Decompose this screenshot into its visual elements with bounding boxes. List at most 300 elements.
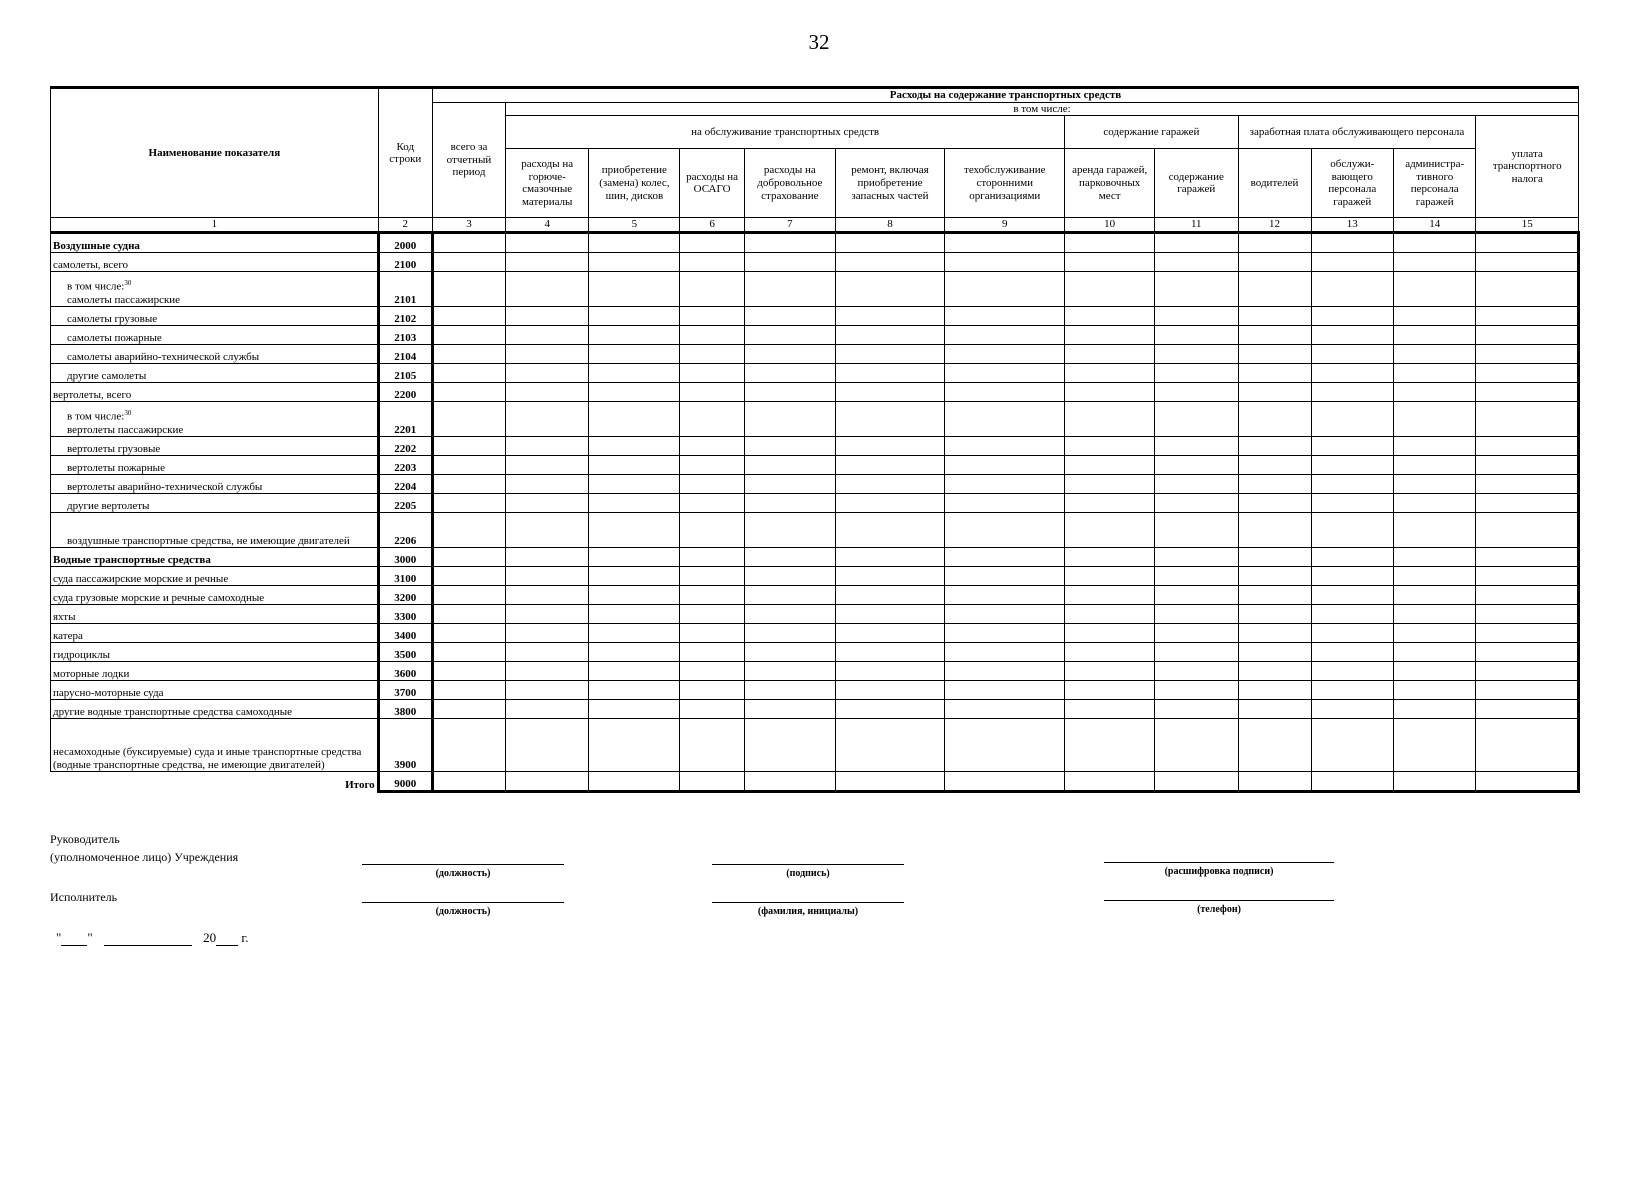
data-cell[interactable] [432,605,505,624]
data-cell[interactable] [1393,383,1475,402]
data-cell[interactable] [835,567,945,586]
data-cell[interactable] [1238,437,1311,456]
data-cell[interactable] [835,586,945,605]
data-cell[interactable] [744,364,835,383]
data-cell[interactable] [1155,402,1238,437]
data-cell[interactable] [1311,772,1393,792]
data-cell[interactable] [1065,272,1155,307]
data-cell[interactable] [1155,272,1238,307]
data-cell[interactable] [945,719,1065,772]
data-cell[interactable] [505,513,588,548]
data-cell[interactable] [1238,494,1311,513]
data-cell[interactable] [432,233,505,253]
data-cell[interactable] [1393,326,1475,345]
data-cell[interactable] [1311,643,1393,662]
data-cell[interactable] [505,326,588,345]
data-cell[interactable] [1311,548,1393,567]
data-cell[interactable] [945,326,1065,345]
data-cell[interactable] [589,719,680,772]
data-cell[interactable] [1311,345,1393,364]
data-cell[interactable] [835,383,945,402]
data-cell[interactable] [1311,605,1393,624]
data-cell[interactable] [1155,772,1238,792]
data-cell[interactable] [680,567,745,586]
data-cell[interactable] [744,567,835,586]
data-cell[interactable] [1065,513,1155,548]
data-cell[interactable] [1311,700,1393,719]
data-cell[interactable] [1238,402,1311,437]
data-cell[interactable] [1155,364,1238,383]
data-cell[interactable] [505,383,588,402]
data-cell[interactable] [1476,700,1579,719]
data-cell[interactable] [680,402,745,437]
data-cell[interactable] [744,624,835,643]
data-cell[interactable] [1065,307,1155,326]
data-cell[interactable] [1476,494,1579,513]
data-cell[interactable] [945,253,1065,272]
data-cell[interactable] [1476,772,1579,792]
data-cell[interactable] [680,548,745,567]
data-cell[interactable] [1065,494,1155,513]
data-cell[interactable] [1065,345,1155,364]
data-cell[interactable] [1311,567,1393,586]
data-cell[interactable] [432,586,505,605]
data-cell[interactable] [1476,402,1579,437]
data-cell[interactable] [1311,475,1393,494]
data-cell[interactable] [1311,719,1393,772]
data-cell[interactable] [945,643,1065,662]
data-cell[interactable] [945,548,1065,567]
data-cell[interactable] [589,494,680,513]
data-cell[interactable] [1476,345,1579,364]
data-cell[interactable] [505,233,588,253]
data-cell[interactable] [505,605,588,624]
data-cell[interactable] [744,772,835,792]
data-cell[interactable] [1393,681,1475,700]
data-cell[interactable] [1065,326,1155,345]
data-cell[interactable] [432,567,505,586]
data-cell[interactable] [589,402,680,437]
data-cell[interactable] [432,402,505,437]
data-cell[interactable] [1311,307,1393,326]
data-cell[interactable] [835,253,945,272]
data-cell[interactable] [505,681,588,700]
data-cell[interactable] [505,253,588,272]
data-cell[interactable] [1155,643,1238,662]
data-cell[interactable] [1155,494,1238,513]
data-cell[interactable] [1065,456,1155,475]
data-cell[interactable] [1065,437,1155,456]
data-cell[interactable] [1311,494,1393,513]
data-cell[interactable] [744,719,835,772]
data-cell[interactable] [432,624,505,643]
data-cell[interactable] [945,567,1065,586]
data-cell[interactable] [1476,586,1579,605]
data-cell[interactable] [1065,605,1155,624]
data-cell[interactable] [589,326,680,345]
data-cell[interactable] [1311,253,1393,272]
data-cell[interactable] [744,513,835,548]
data-cell[interactable] [1476,643,1579,662]
data-cell[interactable] [680,345,745,364]
data-cell[interactable] [1155,383,1238,402]
data-cell[interactable] [680,233,745,253]
data-cell[interactable] [835,364,945,383]
data-cell[interactable] [432,307,505,326]
data-cell[interactable] [589,456,680,475]
data-cell[interactable] [505,272,588,307]
data-cell[interactable] [1238,475,1311,494]
data-cell[interactable] [589,624,680,643]
data-cell[interactable] [744,475,835,494]
data-cell[interactable] [945,624,1065,643]
data-cell[interactable] [505,475,588,494]
data-cell[interactable] [835,513,945,548]
data-cell[interactable] [945,233,1065,253]
data-cell[interactable] [680,586,745,605]
data-cell[interactable] [505,364,588,383]
day-blank[interactable] [61,933,87,946]
data-cell[interactable] [744,586,835,605]
data-cell[interactable] [945,383,1065,402]
data-cell[interactable] [680,364,745,383]
data-cell[interactable] [505,719,588,772]
data-cell[interactable] [1065,662,1155,681]
data-cell[interactable] [680,513,745,548]
data-cell[interactable] [505,662,588,681]
data-cell[interactable] [1393,307,1475,326]
phone-line[interactable] [1104,900,1334,901]
data-cell[interactable] [680,475,745,494]
data-cell[interactable] [744,253,835,272]
data-cell[interactable] [744,326,835,345]
data-cell[interactable] [744,456,835,475]
data-cell[interactable] [432,548,505,567]
data-cell[interactable] [432,494,505,513]
data-cell[interactable] [589,475,680,494]
data-cell[interactable] [744,402,835,437]
data-cell[interactable] [589,548,680,567]
data-cell[interactable] [1476,605,1579,624]
data-cell[interactable] [945,364,1065,383]
data-cell[interactable] [505,772,588,792]
data-cell[interactable] [1393,643,1475,662]
data-cell[interactable] [945,681,1065,700]
data-cell[interactable] [1393,272,1475,307]
data-cell[interactable] [1311,364,1393,383]
data-cell[interactable] [835,272,945,307]
data-cell[interactable] [1238,364,1311,383]
data-cell[interactable] [744,272,835,307]
data-cell[interactable] [1393,233,1475,253]
data-cell[interactable] [835,402,945,437]
data-cell[interactable] [680,326,745,345]
data-cell[interactable] [1155,700,1238,719]
data-cell[interactable] [1065,586,1155,605]
data-cell[interactable] [1393,567,1475,586]
data-cell[interactable] [835,662,945,681]
data-cell[interactable] [1155,345,1238,364]
data-cell[interactable] [680,624,745,643]
data-cell[interactable] [945,586,1065,605]
data-cell[interactable] [1155,662,1238,681]
data-cell[interactable] [744,643,835,662]
data-cell[interactable] [1065,383,1155,402]
data-cell[interactable] [835,643,945,662]
data-cell[interactable] [680,307,745,326]
data-cell[interactable] [589,681,680,700]
data-cell[interactable] [835,719,945,772]
data-cell[interactable] [680,253,745,272]
month-blank[interactable] [104,933,192,946]
data-cell[interactable] [835,437,945,456]
data-cell[interactable] [1238,662,1311,681]
data-cell[interactable] [1393,548,1475,567]
data-cell[interactable] [945,494,1065,513]
data-cell[interactable] [835,772,945,792]
data-cell[interactable] [1238,681,1311,700]
data-cell[interactable] [1238,643,1311,662]
data-cell[interactable] [432,326,505,345]
data-cell[interactable] [744,548,835,567]
data-cell[interactable] [1238,700,1311,719]
data-cell[interactable] [1238,383,1311,402]
data-cell[interactable] [835,475,945,494]
data-cell[interactable] [1065,548,1155,567]
data-cell[interactable] [1065,700,1155,719]
data-cell[interactable] [1311,437,1393,456]
data-cell[interactable] [680,272,745,307]
data-cell[interactable] [1393,456,1475,475]
data-cell[interactable] [1238,456,1311,475]
year-blank[interactable] [216,933,238,946]
data-cell[interactable] [589,662,680,681]
data-cell[interactable] [680,437,745,456]
data-cell[interactable] [1238,326,1311,345]
data-cell[interactable] [835,624,945,643]
data-cell[interactable] [1393,345,1475,364]
data-cell[interactable] [1065,402,1155,437]
data-cell[interactable] [835,605,945,624]
data-cell[interactable] [1311,233,1393,253]
data-cell[interactable] [1311,662,1393,681]
data-cell[interactable] [680,605,745,624]
data-cell[interactable] [1155,253,1238,272]
data-cell[interactable] [1155,437,1238,456]
data-cell[interactable] [432,513,505,548]
data-cell[interactable] [835,456,945,475]
data-cell[interactable] [432,662,505,681]
data-cell[interactable] [744,345,835,364]
data-cell[interactable] [1065,364,1155,383]
data-cell[interactable] [1393,364,1475,383]
data-cell[interactable] [1238,772,1311,792]
data-cell[interactable] [1476,253,1579,272]
data-cell[interactable] [589,307,680,326]
data-cell[interactable] [589,383,680,402]
data-cell[interactable] [1238,586,1311,605]
data-cell[interactable] [1238,307,1311,326]
data-cell[interactable] [505,345,588,364]
data-cell[interactable] [505,494,588,513]
data-cell[interactable] [1155,681,1238,700]
data-cell[interactable] [744,307,835,326]
data-cell[interactable] [1476,624,1579,643]
data-cell[interactable] [589,272,680,307]
data-cell[interactable] [680,772,745,792]
data-cell[interactable] [945,772,1065,792]
data-cell[interactable] [835,548,945,567]
data-cell[interactable] [1238,253,1311,272]
data-cell[interactable] [1155,624,1238,643]
data-cell[interactable] [1238,233,1311,253]
fio-line[interactable] [712,902,904,903]
data-cell[interactable] [505,437,588,456]
data-cell[interactable] [1476,307,1579,326]
data-cell[interactable] [1476,567,1579,586]
data-cell[interactable] [432,681,505,700]
data-cell[interactable] [1393,624,1475,643]
data-cell[interactable] [835,700,945,719]
data-cell[interactable] [1155,548,1238,567]
data-cell[interactable] [945,437,1065,456]
data-cell[interactable] [1476,475,1579,494]
data-cell[interactable] [1065,624,1155,643]
data-cell[interactable] [1155,456,1238,475]
data-cell[interactable] [1065,772,1155,792]
data-cell[interactable] [1155,586,1238,605]
data-cell[interactable] [744,383,835,402]
data-cell[interactable] [432,719,505,772]
data-cell[interactable] [432,643,505,662]
data-cell[interactable] [680,662,745,681]
data-cell[interactable] [432,364,505,383]
data-cell[interactable] [589,345,680,364]
data-cell[interactable] [1476,233,1579,253]
data-cell[interactable] [432,383,505,402]
data-cell[interactable] [589,253,680,272]
data-cell[interactable] [1311,383,1393,402]
data-cell[interactable] [432,253,505,272]
data-cell[interactable] [505,624,588,643]
data-cell[interactable] [945,605,1065,624]
data-cell[interactable] [1476,272,1579,307]
data-cell[interactable] [835,307,945,326]
data-cell[interactable] [945,456,1065,475]
data-cell[interactable] [1311,456,1393,475]
data-cell[interactable] [1393,253,1475,272]
data-cell[interactable] [505,307,588,326]
data-cell[interactable] [505,567,588,586]
data-cell[interactable] [1476,548,1579,567]
data-cell[interactable] [589,643,680,662]
data-cell[interactable] [1311,272,1393,307]
data-cell[interactable] [1238,719,1311,772]
data-cell[interactable] [680,383,745,402]
data-cell[interactable] [945,475,1065,494]
signature-line[interactable] [712,864,904,865]
data-cell[interactable] [945,700,1065,719]
data-cell[interactable] [680,700,745,719]
data-cell[interactable] [1155,307,1238,326]
data-cell[interactable] [835,345,945,364]
data-cell[interactable] [1393,475,1475,494]
data-cell[interactable] [505,456,588,475]
data-cell[interactable] [1311,402,1393,437]
data-cell[interactable] [945,307,1065,326]
data-cell[interactable] [945,662,1065,681]
data-cell[interactable] [505,586,588,605]
data-cell[interactable] [835,233,945,253]
data-cell[interactable] [1065,643,1155,662]
data-cell[interactable] [589,700,680,719]
data-cell[interactable] [1476,681,1579,700]
data-cell[interactable] [1155,475,1238,494]
data-cell[interactable] [1238,624,1311,643]
data-cell[interactable] [589,364,680,383]
data-cell[interactable] [1393,437,1475,456]
data-cell[interactable] [589,605,680,624]
data-cell[interactable] [945,272,1065,307]
data-cell[interactable] [1155,513,1238,548]
data-cell[interactable] [744,233,835,253]
data-cell[interactable] [589,567,680,586]
data-cell[interactable] [589,586,680,605]
data-cell[interactable] [835,681,945,700]
data-cell[interactable] [432,772,505,792]
data-cell[interactable] [1155,567,1238,586]
data-cell[interactable] [1065,681,1155,700]
data-cell[interactable] [1476,513,1579,548]
data-cell[interactable] [1311,513,1393,548]
data-cell[interactable] [589,233,680,253]
data-cell[interactable] [1065,475,1155,494]
data-cell[interactable] [1476,719,1579,772]
data-cell[interactable] [1311,624,1393,643]
data-cell[interactable] [1238,272,1311,307]
data-cell[interactable] [744,662,835,681]
data-cell[interactable] [1155,233,1238,253]
data-cell[interactable] [432,345,505,364]
data-cell[interactable] [432,456,505,475]
data-cell[interactable] [1238,567,1311,586]
data-cell[interactable] [1311,326,1393,345]
data-cell[interactable] [1393,402,1475,437]
data-cell[interactable] [1155,326,1238,345]
data-cell[interactable] [1476,364,1579,383]
data-cell[interactable] [1476,662,1579,681]
data-cell[interactable] [680,494,745,513]
data-cell[interactable] [432,475,505,494]
data-cell[interactable] [589,437,680,456]
data-cell[interactable] [1393,772,1475,792]
data-cell[interactable] [744,437,835,456]
executor-position-line[interactable] [362,902,564,903]
data-cell[interactable] [1311,586,1393,605]
data-cell[interactable] [1393,586,1475,605]
data-cell[interactable] [1476,437,1579,456]
data-cell[interactable] [945,345,1065,364]
data-cell[interactable] [432,700,505,719]
data-cell[interactable] [1311,681,1393,700]
data-cell[interactable] [945,402,1065,437]
data-cell[interactable] [1393,700,1475,719]
data-cell[interactable] [1476,326,1579,345]
data-cell[interactable] [835,326,945,345]
data-cell[interactable] [680,643,745,662]
data-cell[interactable] [589,513,680,548]
data-cell[interactable] [432,272,505,307]
